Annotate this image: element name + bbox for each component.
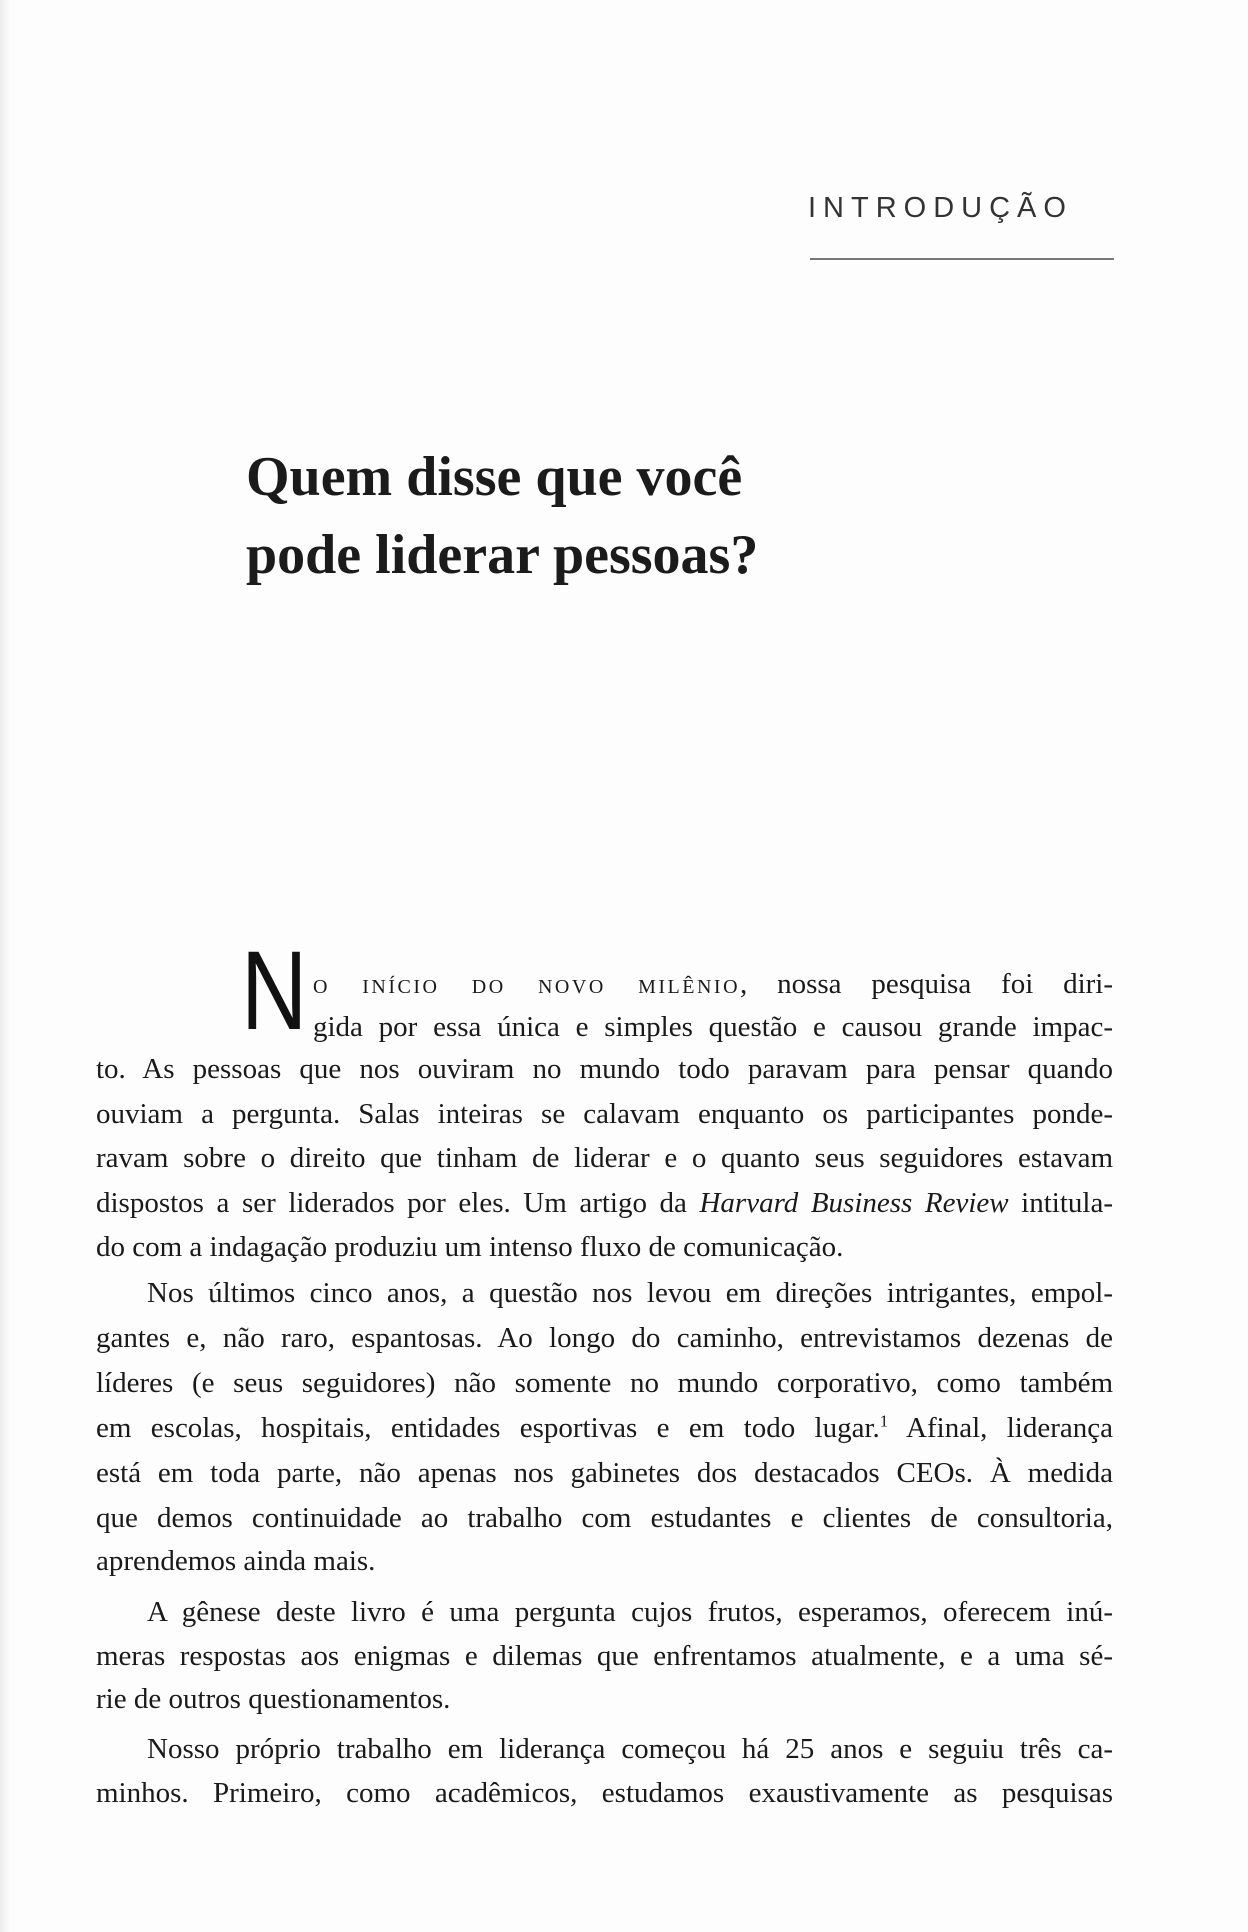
text-line xyxy=(96,1545,1113,1578)
text-run: dispostos a ser liderados por eles. Um artigo da xyxy=(96,1187,700,1219)
text-line xyxy=(96,1098,1113,1131)
text-run: meras respostas aos enigmas e dilemas que enfrentamos atualmente, e a uma sé- xyxy=(96,1640,1113,1672)
text-line xyxy=(96,1640,1113,1673)
text-run: aprendemos ainda mais. xyxy=(96,1545,376,1577)
header-rule xyxy=(810,258,1114,260)
text-line xyxy=(96,1231,1113,1264)
text-run: minhos. Primeiro, como acadêmicos, estudamos exaustivamente as pesquisas xyxy=(96,1777,1113,1809)
italic-title: Harvard Business Review xyxy=(699,1187,1009,1219)
text-run: , nossa pesquisa foi diri- xyxy=(740,968,1113,1000)
text-run: rie de outros questionamentos. xyxy=(96,1683,451,1715)
text-run: gida por essa única e simples questão e causou grande impac- xyxy=(313,1011,1113,1043)
page-edge-shadow xyxy=(0,0,10,1932)
text-run: do com a indagação produziu um intenso fluxo de comunicação. xyxy=(96,1231,844,1263)
text-run: que demos continuidade ao trabalho com estudantes e clientes de consultoria, xyxy=(96,1502,1113,1534)
text-line xyxy=(313,1011,1113,1044)
text-run: to. As pessoas que nos ouviram no mundo todo paravam para pensar quando xyxy=(96,1053,1113,1085)
text-run: em escolas, hospitais, entidades esportivas e em todo lugar. xyxy=(96,1412,880,1444)
text-line xyxy=(147,1596,1113,1629)
text-line xyxy=(96,1053,1113,1086)
small-caps-lead: o início do novo milênio xyxy=(313,968,741,1000)
text-line xyxy=(96,1322,1113,1355)
text-line xyxy=(96,1777,1113,1810)
text-line xyxy=(313,968,1113,1001)
text-line xyxy=(96,1683,1113,1716)
text-run: Afinal, liderança xyxy=(888,1412,1113,1444)
text-run: líderes (e seus seguidores) não somente no mundo corporativo, como também xyxy=(96,1367,1113,1399)
text-run: Nos últimos cinco anos, a questão nos levou em direções intrigantes, empol- xyxy=(147,1277,1113,1309)
running-head: INTRODUÇÃO xyxy=(808,192,1073,224)
text-run: Nosso próprio trabalho em liderança começou há 25 anos e seguiu três ca- xyxy=(147,1733,1113,1765)
text-line xyxy=(96,1367,1113,1400)
text-run: intitula- xyxy=(1008,1187,1113,1219)
text-line xyxy=(96,1502,1113,1535)
chapter-title-line: Quem disse que você xyxy=(246,446,743,508)
text-line xyxy=(147,1277,1113,1310)
drop-cap: N xyxy=(241,928,308,1053)
footnote-ref: 1 xyxy=(879,1411,889,1431)
text-line xyxy=(96,1187,1113,1220)
text-run: ouviam a pergunta. Salas inteiras se calavam enquanto os participantes ponde- xyxy=(96,1098,1113,1130)
text-run: está em toda parte, não apenas nos gabinetes dos destacados CEOs. À medida xyxy=(96,1457,1113,1489)
text-line xyxy=(147,1733,1113,1766)
text-line xyxy=(96,1412,1113,1445)
chapter-title xyxy=(246,438,758,594)
text-run: ravam sobre o direito que tinham de liderar e o quanto seus seguidores estavam xyxy=(96,1142,1113,1174)
text-line xyxy=(96,1142,1113,1175)
text-line xyxy=(96,1457,1113,1490)
chapter-title-line: pode liderar pessoas? xyxy=(246,524,759,586)
text-run: gantes e, não raro, espantosas. Ao longo do caminho, entrevistamos dezenas de xyxy=(96,1322,1113,1354)
text-run: A gênese deste livro é uma pergunta cujos frutos, esperamos, oferecem inú- xyxy=(147,1596,1113,1628)
